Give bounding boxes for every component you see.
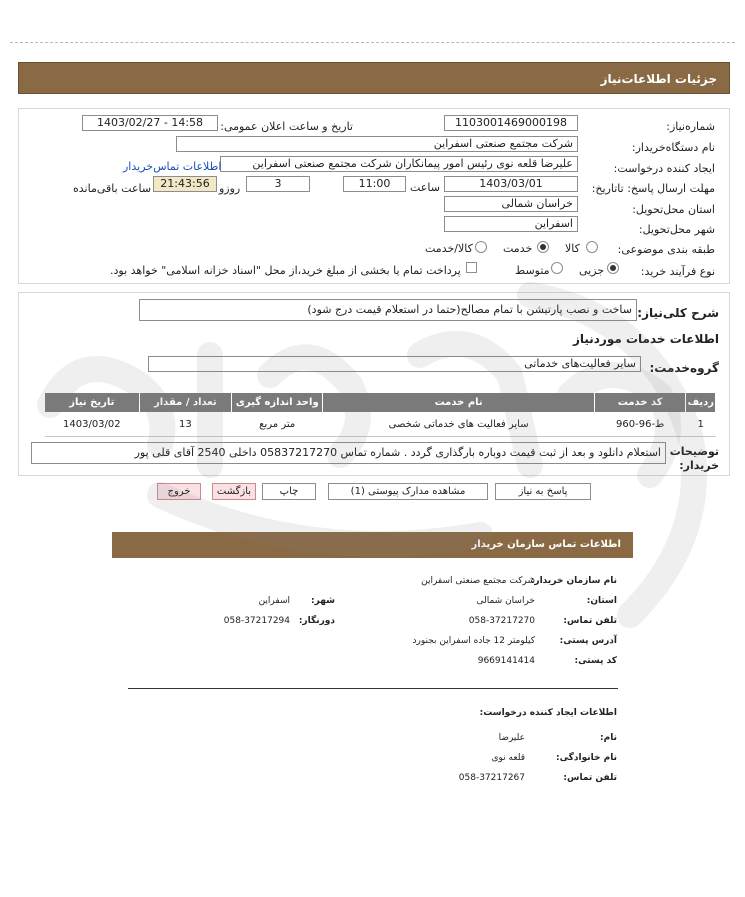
cell-quantity: 13 — [139, 413, 231, 437]
purchase-minor-radio[interactable] — [607, 262, 619, 274]
buyer-contact-link[interactable]: اطلاعات تماس‌خریدار — [123, 160, 222, 173]
cell-service-code: ط-96-960 — [594, 413, 686, 437]
request-creator-label: ایجاد کننده درخواست: — [613, 162, 715, 175]
contact-postal-label: کد پستی: — [574, 656, 617, 666]
col-need-date: تاریخ نیاز — [45, 393, 140, 413]
buyer-notes-label: توضیحات خریدار: — [669, 445, 719, 472]
contact-org-value: شرکت مجتمع صنعتی اسفراین — [421, 576, 535, 586]
purchase-medium-label: متوسط — [515, 264, 550, 277]
creator-phone-value: 058-37217267 — [458, 773, 525, 783]
need-number-label: شماره‌نیاز: — [666, 120, 715, 133]
creator-info-title: اطلاعات ایجاد کننده درخواست: — [479, 708, 617, 718]
deadline-time-field[interactable]: 11:00 — [343, 176, 406, 192]
deadline-time-label: ساعت — [410, 181, 440, 194]
remaining-time-field: 21:43:56 — [153, 176, 217, 192]
remaining-days-label: روزو — [219, 182, 241, 195]
contact-fax-label: دورنگار: — [298, 616, 335, 626]
creator-first-name-value: علیرضا — [498, 733, 525, 743]
category-goods-service-radio[interactable] — [475, 241, 487, 253]
contact-org-label: نام سازمان خریدار: — [530, 576, 617, 586]
contact-city-label: شهر: — [311, 596, 335, 606]
print-button[interactable]: چاپ — [262, 483, 316, 500]
view-attachments-button[interactable]: مشاهده مدارک پیوستی (1) — [328, 483, 488, 500]
buyer-org-field[interactable]: شرکت مجتمع صنعتی اسفراین — [176, 136, 578, 152]
col-service-code: کد خدمت — [594, 393, 686, 413]
need-details-panel — [18, 108, 730, 284]
contact-city-value: اسفراین — [258, 596, 290, 606]
treasury-payment-checkbox[interactable] — [466, 262, 477, 273]
contact-divider — [128, 688, 618, 689]
reply-button[interactable]: پاسخ به نیاز — [495, 483, 591, 500]
buyer-notes-field[interactable]: استعلام دانلود و بعد از ثبت قیمت دوباره بارگذاری گردد . شماره تماس 05837217270 داخلی 2540 آقای قلی پور — [31, 442, 666, 464]
top-divider — [10, 42, 735, 43]
cell-row-number: 1 — [686, 413, 716, 437]
treasury-payment-note: پرداخت تمام یا بخشی از مبلغ خرید،از محل "اسناد خزانه اسلامی" خواهد بود. — [110, 264, 461, 277]
services-table — [44, 392, 716, 437]
purchase-medium-radio[interactable] — [551, 262, 563, 274]
deadline-date-field[interactable]: 1403/03/01 — [444, 176, 578, 192]
contact-phone-value: 058-37217270 — [468, 616, 535, 626]
cell-service-name: سایر فعالیت های خدماتی شخصی — [323, 413, 595, 437]
delivery-city-field[interactable]: اسفراین — [444, 216, 578, 232]
remaining-time-label: ساعت باقی‌مانده — [73, 182, 152, 195]
announce-datetime-field[interactable]: 1403/02/27 - 14:58 — [82, 115, 218, 131]
table-row[interactable] — [45, 413, 716, 437]
creator-last-name-value: قلعه نوی — [491, 753, 525, 763]
back-button[interactable]: بازگشت — [212, 483, 256, 500]
contact-postal-value: 9669141414 — [477, 656, 535, 666]
need-number-field[interactable]: 1103001469000198 — [444, 115, 578, 131]
creator-last-name-label: نام خانوادگی: — [555, 753, 617, 763]
category-service-label: خدمت — [503, 242, 533, 255]
creator-phone-label: تلفن تماس: — [563, 773, 617, 783]
announce-datetime-label: تاریخ و ساعت اعلان عمومی: — [220, 120, 353, 133]
contact-address-label: آدرس پستی: — [559, 636, 617, 646]
buyer-org-label: نام دستگاه‌خریدار: — [631, 141, 715, 154]
cell-unit: متر مربع — [232, 413, 323, 437]
service-group-label: گروه‌خدمت: — [649, 361, 719, 375]
exit-button[interactable]: خروج — [157, 483, 201, 500]
cell-need-date: 1403/03/02 — [45, 413, 140, 437]
category-service-radio[interactable] — [537, 241, 549, 253]
category-goods-label: کالا — [565, 242, 580, 255]
col-unit: واحد اندازه گیری — [232, 393, 323, 413]
summary-field[interactable]: ساخت و نصب پارتیشن با تمام مصالح(حتما در استعلام قیمت درج شود) — [139, 299, 637, 321]
contact-address-value: کیلومتر 12 جاده اسفراین بجنورد — [412, 636, 535, 646]
category-label: طبقه بندی موضوعی: — [617, 243, 715, 256]
delivery-province-field[interactable]: خراسان شمالی — [444, 196, 578, 212]
col-service-name: نام خدمت — [323, 393, 595, 413]
page-title: جزئیات اطلاعات‌نیاز — [18, 62, 730, 94]
delivery-city-label: شهر محل‌تحویل: — [638, 223, 715, 236]
summary-label: شرح کلی‌نیاز: — [637, 306, 719, 320]
remaining-days-field[interactable]: 3 — [246, 176, 310, 192]
purchase-minor-label: جزیی — [579, 264, 605, 277]
contact-section-title: اطلاعات تماس سازمان خریدار — [112, 532, 633, 558]
col-row-number: ردیف — [686, 393, 716, 413]
contact-province-value: خراسان شمالی — [476, 596, 535, 606]
category-goods-radio[interactable] — [586, 241, 598, 253]
contact-province-label: استان: — [586, 596, 617, 606]
request-creator-field[interactable]: علیرضا قلعه نوی رئیس امور پیمانکاران شرکت مجتمع صنعتی اسفراین — [220, 156, 578, 172]
service-group-field[interactable]: سایر فعالیت‌های خدماتی — [148, 356, 641, 372]
delivery-province-label: استان محل‌تحویل: — [632, 203, 715, 216]
table-header-row — [45, 393, 716, 413]
contact-fax-value: 058-37217294 — [223, 616, 290, 626]
purchase-type-label: نوع فرآیند خرید: — [640, 265, 715, 278]
services-heading: اطلاعات خدمات موردنیاز — [572, 332, 719, 346]
col-quantity: تعداد / مقدار — [139, 393, 231, 413]
deadline-label: مهلت ارسال پاسخ: تاتاریخ: — [591, 182, 715, 195]
contact-phone-label: تلفن تماس: — [563, 616, 617, 626]
category-goods-service-label: کالا/خدمت — [425, 242, 473, 255]
creator-first-name-label: نام: — [600, 733, 617, 743]
